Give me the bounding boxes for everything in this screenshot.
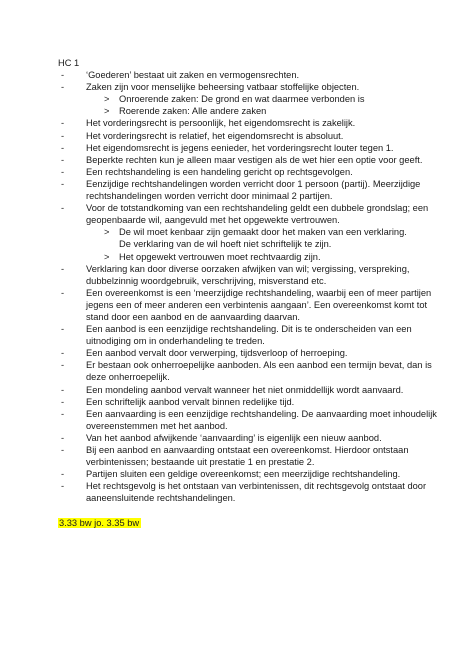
list-item: [58, 468, 444, 480]
list-item: [58, 396, 444, 408]
list-item-text: Een schriftelijk aanbod vervalt binnen redelijke tijd.: [86, 396, 295, 407]
list-item: [58, 166, 444, 178]
notes-list: [58, 69, 444, 504]
list-item-text: Een aanvaarding is een eenzijdige rechtshandeling. De aanvaarding moet inhoudelijk overeenstemmen met het aanbod.: [86, 408, 437, 431]
arrow-marker: >: [104, 251, 110, 262]
list-item-text: Het eigendomsrecht is jegens eenieder, het vorderingsrecht louter tegen 1.: [86, 142, 394, 153]
sub-item: [58, 251, 444, 263]
list-item: [58, 142, 444, 154]
list-item: [58, 408, 444, 432]
sub-item-text: De wil moet kenbaar zijn gemaakt door het maken van een verklaring.: [119, 227, 407, 238]
list-item: [58, 432, 444, 444]
page-heading: HC 1: [58, 58, 80, 68]
sub-item-continuation: De verklaring van de wil hoeft niet schriftelijk te zijn.: [119, 239, 332, 250]
list-item-text: Het vorderingsrecht is persoonlijk, het eigendomsrecht is zakelijk.: [86, 118, 356, 129]
list-item-text: Zaken zijn voor menselijke beheersing vatbaar stoffelijke objecten.: [86, 82, 360, 93]
sub-item: [58, 105, 444, 117]
list-item-text: Van het aanbod afwijkende ‘aanvaarding’ is eigenlijk een nieuw aanbod.: [86, 432, 382, 443]
sub-item: [58, 226, 444, 238]
list-item: [58, 178, 444, 202]
list-item-text: ‘Goederen’ bestaat uit zaken en vermogensrechten.: [86, 70, 300, 81]
list-item-text: Beperkte rechten kun je alleen maar vestigen als de wet hier een optie voor geeft.: [86, 154, 423, 165]
list-item-text: Een aanbod is een eenzijdige rechtshandeling. Dit is te onderscheiden van een uitnodiging om in onderhandeling te treden.: [86, 324, 412, 347]
arrow-marker: >: [104, 106, 110, 117]
list-item-text: Voor de totstandkoming van een rechtshandeling geldt een dubbele grondslag; een geopenbaarde wil, aangevuld met het opgewekte vertrouwen.: [86, 203, 429, 226]
list-item-text: Eenzijdige rechtshandelingen worden verricht door 1 persoon (partij). Meerzijdige rechtshandelingen worden verricht door minimaal 2 partijen.: [86, 178, 421, 202]
list-item: [58, 202, 444, 226]
list-item: [58, 347, 444, 359]
list-item: [58, 154, 444, 166]
list-item-text: Een overeenkomst is een ‘meerzijdige rechtshandeling, waarbij een of meer partijen jegens een of meer anderen een verbintenis aangaan’. Een overeenkomst komt tot stand door een aanbod en de aanvaarding daarvan.: [86, 287, 432, 322]
sub-item-text: Het opgewekt vertrouwen moet rechtvaardig zijn.: [119, 251, 321, 262]
list-item: [58, 81, 444, 93]
list-item-text: Een mondeling aanbod vervalt wanneer het niet onmiddellijk wordt aanvaard.: [86, 384, 404, 395]
arrow-marker: >: [104, 94, 110, 105]
list-item: [58, 263, 444, 287]
article-reference: [58, 517, 444, 529]
list-item: [58, 69, 444, 81]
list-item: [58, 480, 444, 504]
sub-item: [58, 93, 444, 105]
sub-item-text: Roerende zaken: Alle andere zaken: [119, 106, 267, 117]
list-item: [58, 323, 444, 347]
sub-item-text: Onroerende zaken: De grond en wat daarmee verbonden is: [119, 94, 365, 105]
list-item-text: Het rechtsgevolg is het ontstaan van verbintenissen, dit rechtsgevolg ontstaat door aaneensluitende rechtshandelingen.: [86, 481, 427, 504]
list-item-text: Het vorderingsrecht is relatief, het eigendomsrecht is absoluut.: [86, 130, 344, 141]
list-item: [58, 287, 444, 323]
list-item: [58, 444, 444, 468]
arrow-marker: >: [104, 227, 110, 238]
list-item: [58, 130, 444, 142]
list-item: [58, 359, 444, 383]
list-item: [58, 384, 444, 396]
list-item-text: Een rechtshandeling is een handeling gericht op rechtsgevolgen.: [86, 166, 353, 177]
list-item-text: Een aanbod vervalt door verwerping, tijdsverloop of herroeping.: [86, 348, 348, 359]
list-item-text: Partijen sluiten een geldige overeenkomst; een meerzijdige rechtshandeling.: [86, 469, 401, 480]
list-item-text: Er bestaan ook onherroepelijke aanboden. Als een aanbod een termijn bevat, dan is deze onherroepelijk.: [86, 360, 432, 383]
list-item-text: Bij een aanbod en aanvaarding ontstaat een overeenkomst. Hierdoor ontstaan verbintenissen; bestaande uit prestatie 1 en prestatie 2.: [86, 445, 409, 468]
list-item-text: Verklaring kan door diverse oorzaken afwijken van wil; vergissing, verspreking, dubbelzinnig woordgebruik, verschrijving, misverstand etc.: [86, 263, 410, 286]
list-item: [58, 117, 444, 129]
highlighted-reference: 3.33 bw jo. 3.35 bw: [59, 518, 140, 529]
